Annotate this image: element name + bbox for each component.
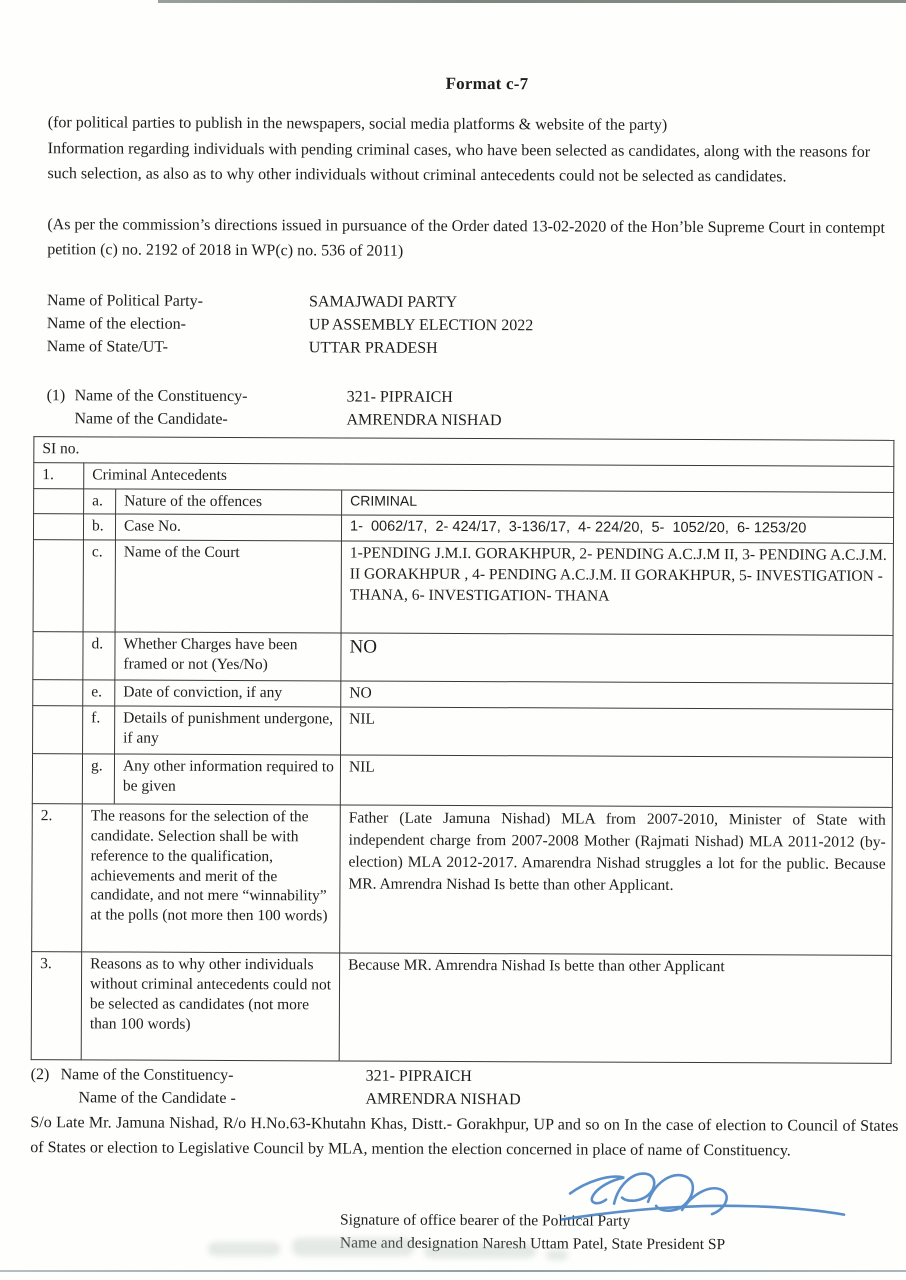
party-details-block (47, 289, 885, 362)
row-e-letter: e. (83, 680, 115, 706)
section1-number-cell: 1. (34, 462, 84, 488)
state-name-label: Name of State/UT- (46, 338, 168, 357)
table-row-a (34, 488, 894, 518)
empty-cell (33, 706, 83, 754)
constituency-2-number: (2) (30, 1066, 50, 1084)
table-row-c (33, 540, 893, 636)
table-row-section3 (31, 952, 892, 1064)
party-name-label: Name of Political Party- (46, 292, 204, 310)
row-c-value: 1-PENDING J.M.I. GORAKHPUR, 2- PENDING A.C.J.M II, 3- PENDING A.C.J.M. II GORAKHPUR , 4- PENDING A.C.J.M. II GORAKHPUR, 5- INVESTIGATION -THANA, 6- INVESTIGATION- THANA (341, 541, 893, 635)
table-row-e (33, 680, 893, 710)
row-b-value: 1- 0062/17, 2- 424/17, 3-136/17, 4- 224/20, 5- 1052/20, 6- 1253/20 (341, 515, 893, 543)
row-b-letter: b. (83, 514, 115, 540)
empty-cell (34, 488, 84, 514)
constituency-1-value: 321- PIPRAICH (346, 388, 453, 406)
table-row-b (33, 514, 893, 544)
scan-ghost-mark (424, 1244, 536, 1258)
candidate-details-paragraph: S/o Late Mr. Jamuna Nishad, R/o H.No.63-Khutahn Khas, Distt.- Gorakhpur, UP and so on In the case of election to Council of States of States or election to Legislative Council by MLA, mention the election concerned in place of name of Constituency. (30, 1114, 899, 1160)
constituency-1-number: (1) (46, 386, 66, 404)
section3-number-cell: 3. (31, 952, 81, 1060)
election-name-label: Name of the election- (46, 315, 186, 333)
name-designation: Name and designation Naresh Uttam Patel, State President SP (339, 1234, 726, 1254)
table-row-d (33, 632, 893, 684)
row-b-label: Case No. (115, 514, 341, 541)
scan-top-edge-artifact (158, 0, 906, 3)
empty-cell (32, 754, 82, 804)
constituency-1-block (46, 384, 884, 434)
row-e-label: Date of conviction, if any (115, 680, 341, 707)
row-f-value: NIL (341, 707, 893, 757)
table-row-section2 (32, 804, 893, 956)
state-name-row (47, 336, 885, 363)
row-a-value: CRIMINAL (342, 490, 894, 518)
document-content (30, 72, 899, 1257)
scan-ghost-mark (208, 1242, 280, 1256)
row-g-value: NIL (340, 755, 892, 807)
row-a-letter: a. (84, 488, 116, 514)
row-g-letter: g. (82, 754, 114, 804)
row-d-letter: d. (83, 632, 115, 680)
table-row-section1 (34, 462, 894, 492)
section2-value-cell: Father (Late Jamuna Nishad) MLA from 2007-2010, Minister of State with independent charge from 2007-2008 Mother (Rajmati Nishad) MLA 2011-2012 (by-election) MLA 2012-2017. Amarendra Nishad struggles a lot for the public. Because MR. Amrendra Nishad Is bette than other Applicant. (340, 805, 893, 955)
criminal-antecedents-table (31, 436, 895, 1064)
table-row-slno (34, 437, 894, 467)
empty-cell (33, 632, 83, 680)
table-row-f (33, 706, 893, 758)
signature-caption: Signature of office bearer of the Political Party (339, 1211, 631, 1230)
constituency-2-value: 321- PIPRAICH (365, 1067, 472, 1086)
constituency-1-label: Name of the Constituency- (74, 386, 248, 405)
candidate-2-label: Name of the Candidate - (78, 1089, 236, 1108)
row-c-letter: c. (83, 540, 115, 632)
candidate-1-value: AMRENDRA NISHAD (346, 411, 502, 429)
row-e-value: NO (341, 681, 893, 709)
signature-block (340, 1208, 881, 1257)
row-f-label: Details of punishment undergone, if any (115, 706, 341, 755)
state-name-value: UTTAR PRADESH (308, 339, 438, 358)
section3-label-cell: Reasons as to why other individuals without criminal antecedents could not be selected as candidates (not more than 100 words) (81, 952, 339, 1061)
candidate-1-label: Name of the Candidate- (74, 410, 228, 428)
scan-ghost-mark (292, 1238, 414, 1256)
row-d-label: Whether Charges have been framed or not (Yes/No) (115, 632, 341, 681)
intro-block (48, 110, 886, 190)
document-title: Format c-7 (445, 73, 529, 94)
section2-label-cell: The reasons for the selection of the candidate. Selection shall be with reference to the qualification, achievements and merit of the candidate, and not mere “winnability” at the polls (not more then 100 words) (82, 804, 341, 953)
constituency-2-block (30, 1063, 881, 1113)
row-f-letter: f. (83, 706, 115, 754)
candidate-2-value: AMRENDRA NISHAD (365, 1090, 521, 1109)
intro-line-2: Information regarding individuals with pending criminal cases, who have been selected as candidates, along with the reasons for such selection, as also as to why other individuals without criminal antecedents could not be selected as candidates. (47, 139, 871, 186)
empty-cell (33, 680, 83, 706)
row-c-label: Name of the Court (115, 540, 341, 633)
row-a-label: Nature of the offences (116, 489, 342, 516)
candidate-2-row (30, 1086, 881, 1113)
table-row-g (32, 754, 892, 808)
intro-line-1: (for political parties to publish in the newspapers, social media platforms & website of the party) (47, 114, 668, 134)
empty-cell (33, 514, 83, 540)
election-name-value: UP ASSEMBLY ELECTION 2022 (308, 316, 534, 335)
slno-header-cell: SI no. (34, 437, 894, 467)
section1-title-cell: Criminal Antecedents (84, 463, 894, 492)
section2-number-cell: 2. (32, 804, 83, 952)
empty-cell (33, 540, 83, 632)
party-name-value: SAMAJWADI PARTY (308, 293, 458, 311)
row-d-value: NO (341, 633, 893, 683)
scan-ghost-mark (546, 1250, 568, 1260)
constituency-2-label: Name of the Constituency- (60, 1066, 234, 1085)
section3-value-cell: Because MR. Amrendra Nishad Is bette than other Applicant (339, 953, 892, 1063)
candidate-1-row (46, 407, 884, 434)
commission-note: (As per the commission’s directions issued in pursuance of the Order dated 13-02-2020 of the Hon’ble Supreme Court in contempt petition (c) no. 2192 of 2018 in WP(c) no. 536 of 2011) (47, 215, 885, 261)
scan-bottom-edge-artifact (0, 1270, 906, 1272)
row-g-label: Any other information required to be given (114, 754, 340, 805)
